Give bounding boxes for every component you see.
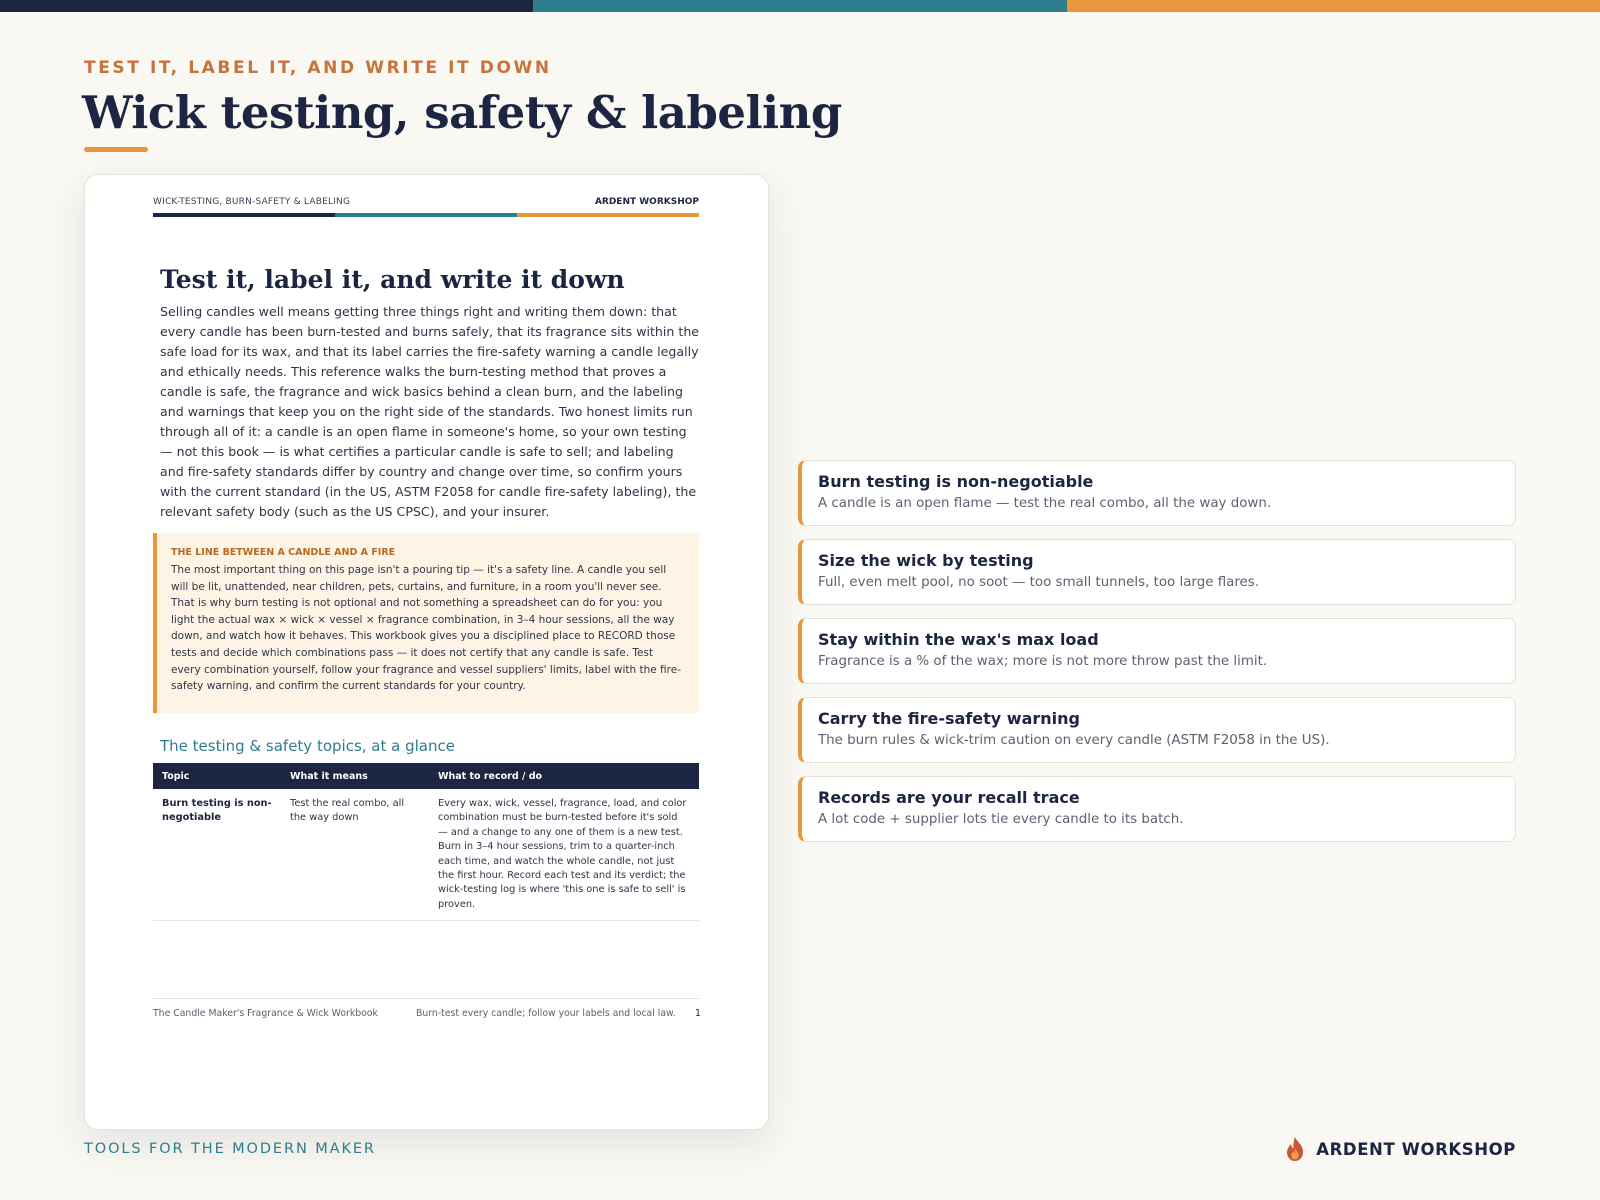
takeaway-title: Size the wick by testing [818, 551, 1034, 570]
table-header-row [153, 763, 699, 789]
brand-name: ARDENT WORKSHOP [1316, 1139, 1516, 1159]
table-cell-topic: Burn testing is non-negotiable [153, 789, 281, 921]
document-intro-paragraph: Selling candles well means getting three things right and writing them down: that every candle has been burn-tested and burns safely, that its fragrance sits within the safe load for its wax, and that its label carries the fire-safety warning a candle legally and ethically needs. This reference walks the burn-testing method that proves a candle is safe, the fragrance and wick basics behind a clean burn, and the labeling and warnings that keep you on the right side of the standards. Two honest limits run through all of it: a candle is an open flame in someone's home, so your own testing — not this book — is what certifies a particular candle is safe to sell; and labeling and fire-safety standards differ by country and change over time, so confirm yours with the current standard (in the US, ASTM F2058 for candle fire-safety labeling), the relevant safety body (such as the US CPSC), and your insurer. [160, 304, 700, 519]
topics-table [153, 763, 699, 921]
flame-icon [1284, 1136, 1306, 1162]
takeaway-card [798, 776, 1516, 842]
rule-segment-teal [335, 213, 517, 217]
callout-body: The most important thing on this page isn't a pouring tip — it's a safety line. A candle you sell will be lit, unattended, near children, pets, curtains, and furniture, in a room you'll never see. That is why burn testing is not optional and not something a spreadsheet can do for you: you light the actual wax × wick × vessel × fragrance combination, in 3–4 hour sessions, all the way down, and watch how it behaves. This workbook gives you a disciplined place to RECORD those tests and decide which combinations pass — it does not certify that any candle is safe. Test every combination yourself, follow your fragrance and vessel suppliers' limits, label with the fire-safety warning, and confirm the current standards for your country. [171, 564, 682, 693]
table-row [153, 789, 699, 921]
takeaway-title: Records are your recall trace [818, 788, 1080, 807]
table-cell-action: Every wax, wick, vessel, fragrance, load, and color combination must be burn-tested before it's sold — and a change to any one of them is a new test. Burn in 3–4 hour sessions, trim to a quarter-inch each time, and watch the whole candle, not just the first hour. Record each test and its verdict; the wick-testing log is where 'this one is safe to sell' is proven. [429, 789, 699, 921]
takeaway-list [798, 460, 1516, 855]
page-title: Wick testing, safety & labeling [82, 86, 842, 139]
takeaway-title: Burn testing is non-negotiable [818, 472, 1094, 491]
document-heading: Test it, label it, and write it down [160, 265, 625, 294]
running-head [153, 197, 699, 209]
safety-callout [153, 533, 699, 713]
document-footer-title: The Candle Maker's Fragrance & Wick Workbook [153, 1008, 378, 1019]
takeaway-description: The burn rules & wick-trim caution on every candle (ASTM F2058 in the US). [818, 733, 1330, 748]
title-underline [84, 147, 148, 152]
column-header-topic: Topic [153, 763, 281, 789]
table-cell-meaning: Test the real combo, all the way down [281, 789, 429, 921]
takeaway-description: Fragrance is a % of the wax; more is not more throw past the limit. [818, 654, 1268, 669]
takeaway-card [798, 618, 1516, 684]
rule-segment-navy [153, 213, 335, 217]
takeaway-title: Carry the fire-safety warning [818, 709, 1080, 728]
accent-segment-navy [0, 0, 533, 12]
running-head-rule [153, 213, 699, 217]
callout-title: THE LINE BETWEEN A CANDLE AND A FIRE [171, 547, 396, 558]
running-head-left: WICK-TESTING, BURN-SAFETY & LABELING [153, 197, 351, 207]
document-footer-note: Burn-test every candle; follow your labels and local law. [416, 1008, 676, 1019]
eyebrow-label: TEST IT, LABEL IT, AND WRITE IT DOWN [84, 58, 552, 78]
top-accent-bar [0, 0, 1600, 12]
footer-tagline: TOOLS FOR THE MODERN MAKER [84, 1141, 376, 1157]
column-header-action: What to record / do [429, 763, 699, 789]
brand-mark [1284, 1136, 1516, 1162]
takeaway-card [798, 460, 1516, 526]
takeaway-title: Stay within the wax's max load [818, 630, 1099, 649]
document-page-number: 1 [695, 1008, 701, 1019]
takeaway-description: A lot code + supplier lots tie every candle to its batch. [818, 812, 1184, 827]
column-header-meaning: What it means [281, 763, 429, 789]
table-heading: The testing & safety topics, at a glance [160, 737, 455, 755]
takeaway-card [798, 697, 1516, 763]
takeaway-card [798, 539, 1516, 605]
takeaway-description: Full, even melt pool, no soot — too small tunnels, too large flares. [818, 575, 1260, 590]
rule-segment-orange [517, 213, 699, 217]
takeaway-description: A candle is an open flame — test the real combo, all the way down. [818, 496, 1272, 511]
accent-segment-orange [1067, 0, 1600, 12]
running-head-right: ARDENT WORKSHOP [594, 197, 699, 207]
document-footer-rule [153, 998, 699, 999]
document-page-preview [84, 174, 769, 1130]
accent-segment-teal [533, 0, 1066, 12]
